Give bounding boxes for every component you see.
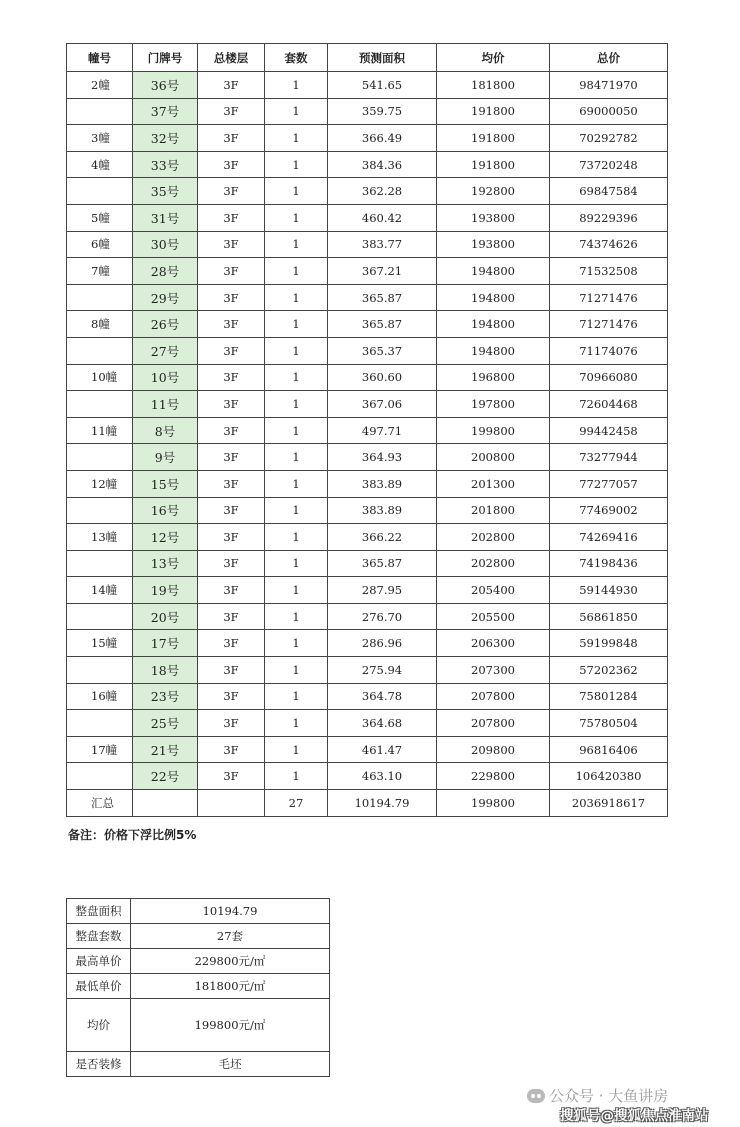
table-cell: 3F: [198, 657, 265, 684]
summary-label: 整盘套数: [67, 924, 131, 949]
table-cell: [67, 178, 133, 205]
table-cell: 287.95: [328, 577, 437, 604]
table-cell: [67, 337, 133, 364]
summary-value: 10194.79: [131, 899, 330, 924]
table-cell: 3F: [198, 311, 265, 338]
table-cell: 1: [265, 258, 328, 285]
table-cell: 13幢: [67, 524, 133, 551]
table-cell: 3幢: [67, 125, 133, 152]
table-cell: 3F: [198, 72, 265, 99]
table-cell: 13号: [133, 550, 198, 577]
table-cell: 365.37: [328, 337, 437, 364]
table-cell: 89229396: [550, 204, 668, 231]
table-cell: 3F: [198, 736, 265, 763]
table-row: [67, 311, 668, 338]
table-cell: 463.10: [328, 763, 437, 790]
column-header: 预测面积: [328, 44, 437, 72]
table-cell: 98471970: [550, 72, 668, 99]
table-cell: 12幢: [67, 470, 133, 497]
table-cell: 366.22: [328, 524, 437, 551]
table-cell: 193800: [437, 231, 550, 258]
table-cell: 96816406: [550, 736, 668, 763]
column-header: 幢号: [67, 44, 133, 72]
table-cell: 3F: [198, 603, 265, 630]
table-row: [67, 258, 668, 285]
wechat-watermark: [527, 1085, 668, 1106]
table-cell: 14幢: [67, 577, 133, 604]
table-cell: 3F: [198, 258, 265, 285]
table-cell: 360.60: [328, 364, 437, 391]
table-cell: 1: [265, 603, 328, 630]
summary-row: [67, 974, 330, 999]
table-cell: [67, 710, 133, 737]
table-cell: 17号: [133, 630, 198, 657]
price-table: [66, 43, 668, 817]
table-cell: 3F: [198, 763, 265, 790]
table-cell: 3F: [198, 497, 265, 524]
table-cell: 1: [265, 524, 328, 551]
table-cell: [67, 550, 133, 577]
table-cell: 6幢: [67, 231, 133, 258]
table-cell: 205500: [437, 603, 550, 630]
table-cell: 3F: [198, 417, 265, 444]
table-cell: 191800: [437, 125, 550, 152]
table-cell: 3F: [198, 577, 265, 604]
table-cell: 74374626: [550, 231, 668, 258]
table-cell: 69847584: [550, 178, 668, 205]
table-cell: 1: [265, 710, 328, 737]
table-cell: 201300: [437, 470, 550, 497]
table-cell: 365.87: [328, 311, 437, 338]
table-cell: 201800: [437, 497, 550, 524]
summary-label: 是否装修: [67, 1052, 131, 1077]
summary-table: [66, 898, 330, 1077]
table-cell: 3F: [198, 444, 265, 471]
table-cell: 106420380: [550, 763, 668, 790]
table-cell: 70966080: [550, 364, 668, 391]
table-cell: 207800: [437, 683, 550, 710]
table-cell: 10号: [133, 364, 198, 391]
table-cell: 541.65: [328, 72, 437, 99]
total-cell: [198, 790, 265, 817]
table-cell: 193800: [437, 204, 550, 231]
table-cell: 26号: [133, 311, 198, 338]
table-cell: 3F: [198, 151, 265, 178]
table-cell: 3F: [198, 284, 265, 311]
wechat-icon: [527, 1089, 545, 1103]
table-cell: 383.89: [328, 470, 437, 497]
table-row: [67, 231, 668, 258]
table-row: [67, 337, 668, 364]
table-cell: 3F: [198, 391, 265, 418]
table-row: [67, 444, 668, 471]
table-cell: 2幢: [67, 72, 133, 99]
table-row: [67, 364, 668, 391]
remark-note: 备注：价格下浮比例5%: [68, 828, 197, 842]
table-cell: 207800: [437, 710, 550, 737]
table-cell: 3F: [198, 337, 265, 364]
table-cell: 1: [265, 444, 328, 471]
total-cell: 汇总: [67, 790, 133, 817]
summary-row: [67, 924, 330, 949]
table-cell: [67, 657, 133, 684]
table-row: [67, 417, 668, 444]
table-cell: 3F: [198, 470, 265, 497]
table-cell: 1: [265, 657, 328, 684]
table-cell: 21号: [133, 736, 198, 763]
table-cell: 99442458: [550, 417, 668, 444]
table-cell: 36号: [133, 72, 198, 99]
table-cell: [67, 98, 133, 125]
table-cell: 1: [265, 284, 328, 311]
summary-value: 229800元/㎡: [131, 949, 330, 974]
table-row: [67, 72, 668, 99]
table-cell: 202800: [437, 550, 550, 577]
table-cell: 23号: [133, 683, 198, 710]
table-cell: 75801284: [550, 683, 668, 710]
table-cell: 460.42: [328, 204, 437, 231]
column-header: 均价: [437, 44, 550, 72]
table-cell: 74198436: [550, 550, 668, 577]
table-row: [67, 736, 668, 763]
table-cell: [67, 603, 133, 630]
table-cell: 276.70: [328, 603, 437, 630]
table-cell: [67, 497, 133, 524]
table-row: [67, 710, 668, 737]
table-cell: 18号: [133, 657, 198, 684]
table-cell: 33号: [133, 151, 198, 178]
table-cell: 191800: [437, 151, 550, 178]
table-cell: 209800: [437, 736, 550, 763]
table-cell: 16号: [133, 497, 198, 524]
table-cell: 364.93: [328, 444, 437, 471]
table-cell: 191800: [437, 98, 550, 125]
table-cell: 4幢: [67, 151, 133, 178]
table-cell: 35号: [133, 178, 198, 205]
table-row: [67, 391, 668, 418]
table-cell: 206300: [437, 630, 550, 657]
column-header: 总楼层: [198, 44, 265, 72]
table-cell: 32号: [133, 125, 198, 152]
table-cell: 205400: [437, 577, 550, 604]
table-cell: 30号: [133, 231, 198, 258]
table-cell: 72604468: [550, 391, 668, 418]
table-cell: 77469002: [550, 497, 668, 524]
table-row: [67, 683, 668, 710]
table-cell: 71271476: [550, 284, 668, 311]
table-cell: 77277057: [550, 470, 668, 497]
table-cell: [67, 284, 133, 311]
table-cell: 383.89: [328, 497, 437, 524]
table-row: [67, 125, 668, 152]
table-cell: [67, 444, 133, 471]
table-row: [67, 630, 668, 657]
total-cell: 2036918617: [550, 790, 668, 817]
table-cell: 1: [265, 337, 328, 364]
table-cell: 15幢: [67, 630, 133, 657]
table-cell: 3F: [198, 550, 265, 577]
table-cell: 286.96: [328, 630, 437, 657]
table-cell: 359.75: [328, 98, 437, 125]
table-row: [67, 657, 668, 684]
table-row: [67, 470, 668, 497]
table-cell: 197800: [437, 391, 550, 418]
table-row: [67, 98, 668, 125]
table-cell: 1: [265, 550, 328, 577]
table-row: [67, 763, 668, 790]
table-cell: 362.28: [328, 178, 437, 205]
summary-label: 整盘面积: [67, 899, 131, 924]
table-cell: 1: [265, 178, 328, 205]
table-cell: 73277944: [550, 444, 668, 471]
table-cell: 199800: [437, 417, 550, 444]
table-cell: 28号: [133, 258, 198, 285]
table-cell: 1: [265, 683, 328, 710]
table-cell: 11幢: [67, 417, 133, 444]
table-cell: 365.87: [328, 550, 437, 577]
table-cell: 31号: [133, 204, 198, 231]
table-cell: 59144930: [550, 577, 668, 604]
table-cell: 3F: [198, 204, 265, 231]
table-cell: 367.06: [328, 391, 437, 418]
table-cell: 200800: [437, 444, 550, 471]
table-row: [67, 178, 668, 205]
column-header: 门牌号: [133, 44, 198, 72]
summary-value: 毛坯: [131, 1052, 330, 1077]
table-cell: 1: [265, 98, 328, 125]
table-cell: 1: [265, 497, 328, 524]
table-cell: [67, 391, 133, 418]
total-cell: 10194.79: [328, 790, 437, 817]
table-cell: 3F: [198, 710, 265, 737]
table-cell: 207300: [437, 657, 550, 684]
table-cell: 73720248: [550, 151, 668, 178]
table-cell: 9号: [133, 444, 198, 471]
table-cell: 181800: [437, 72, 550, 99]
summary-value: 199800元/㎡: [131, 999, 330, 1052]
table-cell: 12号: [133, 524, 198, 551]
table-cell: 3F: [198, 364, 265, 391]
table-cell: 1: [265, 417, 328, 444]
table-cell: 27号: [133, 337, 198, 364]
table-cell: 19号: [133, 577, 198, 604]
table-cell: 365.87: [328, 284, 437, 311]
table-row: [67, 603, 668, 630]
column-header: 套数: [265, 44, 328, 72]
table-cell: 194800: [437, 337, 550, 364]
total-cell: [133, 790, 198, 817]
table-cell: 1: [265, 391, 328, 418]
table-cell: 194800: [437, 258, 550, 285]
table-cell: 71271476: [550, 311, 668, 338]
summary-row: [67, 899, 330, 924]
table-cell: 70292782: [550, 125, 668, 152]
total-row: [67, 790, 668, 817]
table-cell: 194800: [437, 284, 550, 311]
table-cell: 22号: [133, 763, 198, 790]
table-header-row: [67, 44, 668, 72]
table-cell: 11号: [133, 391, 198, 418]
table-cell: 1: [265, 204, 328, 231]
summary-label: 均价: [67, 999, 131, 1052]
table-cell: [67, 763, 133, 790]
summary-row: [67, 1052, 330, 1077]
table-cell: 1: [265, 311, 328, 338]
table-cell: 3F: [198, 98, 265, 125]
summary-row: [67, 949, 330, 974]
table-row: [67, 497, 668, 524]
table-row: [67, 524, 668, 551]
table-cell: 192800: [437, 178, 550, 205]
summary-value: 27套: [131, 924, 330, 949]
table-cell: 75780504: [550, 710, 668, 737]
table-cell: 497.71: [328, 417, 437, 444]
table-cell: 10幢: [67, 364, 133, 391]
table-row: [67, 577, 668, 604]
table-cell: 1: [265, 736, 328, 763]
table-cell: 5幢: [67, 204, 133, 231]
table-cell: 3F: [198, 231, 265, 258]
table-row: [67, 284, 668, 311]
table-cell: 1: [265, 470, 328, 497]
table-cell: 229800: [437, 763, 550, 790]
table-cell: 3F: [198, 683, 265, 710]
table-cell: 194800: [437, 311, 550, 338]
table-cell: 1: [265, 763, 328, 790]
table-cell: 56861850: [550, 603, 668, 630]
table-cell: 57202362: [550, 657, 668, 684]
table-cell: 1: [265, 72, 328, 99]
table-cell: 3F: [198, 630, 265, 657]
total-cell: 199800: [437, 790, 550, 817]
table-cell: 59199848: [550, 630, 668, 657]
table-cell: 1: [265, 125, 328, 152]
table-cell: 1: [265, 364, 328, 391]
table-cell: 196800: [437, 364, 550, 391]
table-cell: 29号: [133, 284, 198, 311]
table-row: [67, 151, 668, 178]
table-cell: 8号: [133, 417, 198, 444]
table-cell: 17幢: [67, 736, 133, 763]
summary-label: 最低单价: [67, 974, 131, 999]
table-cell: 74269416: [550, 524, 668, 551]
table-cell: 3F: [198, 125, 265, 152]
table-cell: 1: [265, 151, 328, 178]
table-cell: 384.36: [328, 151, 437, 178]
table-row: [67, 204, 668, 231]
table-cell: 275.94: [328, 657, 437, 684]
table-cell: 1: [265, 630, 328, 657]
table-cell: 202800: [437, 524, 550, 551]
total-cell: 27: [265, 790, 328, 817]
table-cell: 7幢: [67, 258, 133, 285]
summary-label: 最高单价: [67, 949, 131, 974]
table-cell: 3F: [198, 524, 265, 551]
table-cell: 383.77: [328, 231, 437, 258]
table-cell: 1: [265, 231, 328, 258]
table-cell: 367.21: [328, 258, 437, 285]
table-cell: 366.49: [328, 125, 437, 152]
table-cell: 71532508: [550, 258, 668, 285]
sohu-watermark: 搜狐号@搜狐焦点淮南站: [560, 1108, 709, 1124]
table-cell: 16幢: [67, 683, 133, 710]
table-cell: 69000050: [550, 98, 668, 125]
table-cell: 461.47: [328, 736, 437, 763]
watermark-text-1: 公众号 · 大鱼讲房: [549, 1087, 669, 1105]
column-header: 总价: [550, 44, 668, 72]
table-cell: 3F: [198, 178, 265, 205]
table-cell: 37号: [133, 98, 198, 125]
table-cell: 71174076: [550, 337, 668, 364]
table-cell: 15号: [133, 470, 198, 497]
table-cell: 25号: [133, 710, 198, 737]
summary-row: [67, 999, 330, 1052]
table-row: [67, 550, 668, 577]
table-cell: 1: [265, 577, 328, 604]
table-cell: 20号: [133, 603, 198, 630]
table-cell: 8幢: [67, 311, 133, 338]
summary-value: 181800元/㎡: [131, 974, 330, 999]
table-cell: 364.78: [328, 683, 437, 710]
table-cell: 364.68: [328, 710, 437, 737]
